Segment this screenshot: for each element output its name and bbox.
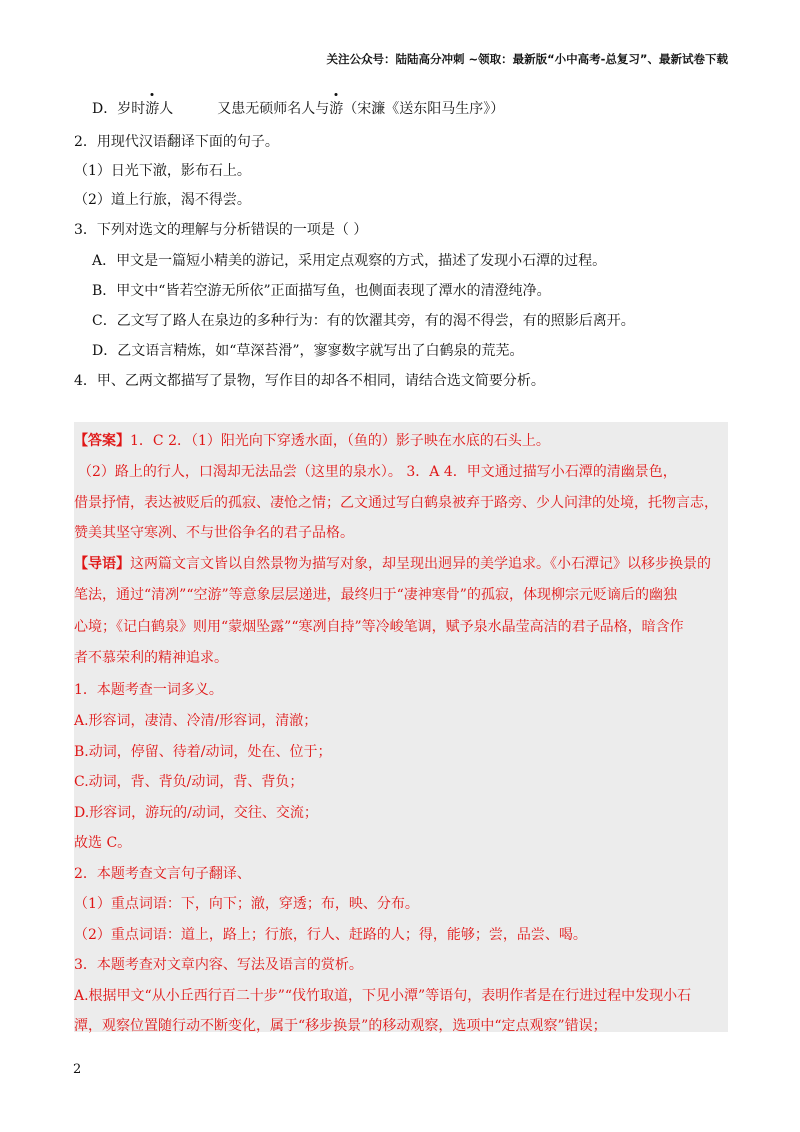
question-2-item-2: （2）道上行旅，渴不得尝。 <box>74 192 251 208</box>
option-source: （宋濂《送东阳马生序》） <box>343 101 505 117</box>
guide-text: 这两篇文言文皆以自然景物为描写对象，却呈现出迥异的美学追求。《小石潭记》以移步换景的 <box>130 556 711 572</box>
answer-line-1 <box>74 431 728 451</box>
question-3-option-a: A．甲文是一篇短小精美的游记，采用定点观察的方式，描述了发现小石潭的过程。 <box>92 253 607 269</box>
question-3: 3．下列对选文的理解与分析错误的一项是（ ） <box>74 222 368 238</box>
question-2-item-1: （1）日光下澈，影布石上。 <box>74 163 251 179</box>
analysis-3-a-line-1: A.根据甲文“从小丘西行百二十步”“伐竹取道，下见小潭”等语句，表明作者是在行进过程中发现小石 <box>74 988 692 1004</box>
emphasis-word-2: 游 <box>329 101 344 117</box>
answer-line-4: 赞美其坚守寒冽、不与世俗争名的君子品格。 <box>74 525 354 541</box>
option-text-2: 又患无硕师名人与 <box>217 101 330 117</box>
answer-tag: 【答案】 <box>74 433 130 449</box>
guide-tag: 【导语】 <box>74 556 130 572</box>
analysis-3-title: 3．本题考查对文章内容、写法及语言的赏析。 <box>74 957 363 973</box>
analysis-2-item-2: （2）重点词语：道上，路上；行旅，行人、赶路的人；得，能够；尝，品尝、喝。 <box>74 927 587 943</box>
answer-text: 1．C 2．（1）阳光向下穿透水面，（鱼的）影子映在水底的石头上。 <box>130 433 550 449</box>
question-1-option-d <box>92 99 504 119</box>
question-4: 4．甲、乙两文都描写了景物，写作目的却各不相同，请结合选文简要分析。 <box>74 373 545 389</box>
emphasis-word: 游 <box>145 101 160 117</box>
analysis-2-item-1: （1）重点词语：下，向下；澈，穿透；布，映、分布。 <box>74 896 419 912</box>
analysis-1-conclusion: 故选 C。 <box>74 835 132 851</box>
page-header: 关注公众号：陆陆高分冲刺 ~领取：最新版“小中高考-总复习”、最新试卷下载 <box>326 52 728 66</box>
analysis-1-c: C.动词，背、背负/动词，背、背负； <box>74 774 304 790</box>
question-3-option-d: D．乙文语言精炼，如“草深苔滑”，寥寥数字就写出了白鹤泉的荒芜。 <box>92 343 524 359</box>
analysis-1-b: B.动词，停留、待着/动词，处在、位于； <box>74 744 332 760</box>
guide-line-4: 者不慕荣利的精神追求。 <box>74 650 228 666</box>
page-number: 2 <box>73 1062 82 1077</box>
analysis-1-title: 1．本题考查一词多义。 <box>74 682 223 698</box>
guide-line-1 <box>74 554 728 574</box>
answer-line-2: （2）路上的行人，口渴却无法品尝（这里的泉水）。 3．A 4．甲文通过描写小石潭的清幽景色， <box>78 464 677 480</box>
answer-line-3: 借景抒情，表达被贬后的孤寂、凄怆之情；乙文通过写白鹤泉被弃于路旁、少人问津的处境，托物言志， <box>74 495 718 511</box>
analysis-3-a-line-2: 潭，观察位置随行动不断变化，属于“移步换景”的移动观察，选项中“定点观察”错误； <box>74 1018 607 1034</box>
analysis-1-d: D.形容词，游玩的/动词，交往、交流； <box>74 805 318 821</box>
question-3-option-c: C．乙文写了路人在泉边的多种行为：有的饮濯其旁，有的渴不得尝，有的照影后离开。 <box>92 313 635 329</box>
guide-line-3: 心境；《记白鹤泉》则用“蒙烟坠露”“寒冽自持”等冷峻笔调，赋予泉水晶莹高洁的君子品格，暗含作 <box>74 619 684 635</box>
analysis-2-title: 2．本题考查文言句子翻译、 <box>74 866 251 882</box>
question-2: 2．用现代汉语翻译下面的句子。 <box>74 134 279 150</box>
guide-line-2: 笔法，通过“清冽”“空游”等意象层层递进，最终归于“凄神寒骨”的孤寂，体现柳宗元贬谪后的幽独 <box>74 587 677 603</box>
option-label: D．岁时 <box>92 101 146 117</box>
analysis-1-a: A.形容词，凄清、冷清/形容词，清澈； <box>74 713 318 729</box>
question-3-option-b: B．甲文中“皆若空游无所依”正面描写鱼，也侧面表现了潭水的清澄纯净。 <box>92 283 551 299</box>
option-text: 人 <box>159 101 174 117</box>
